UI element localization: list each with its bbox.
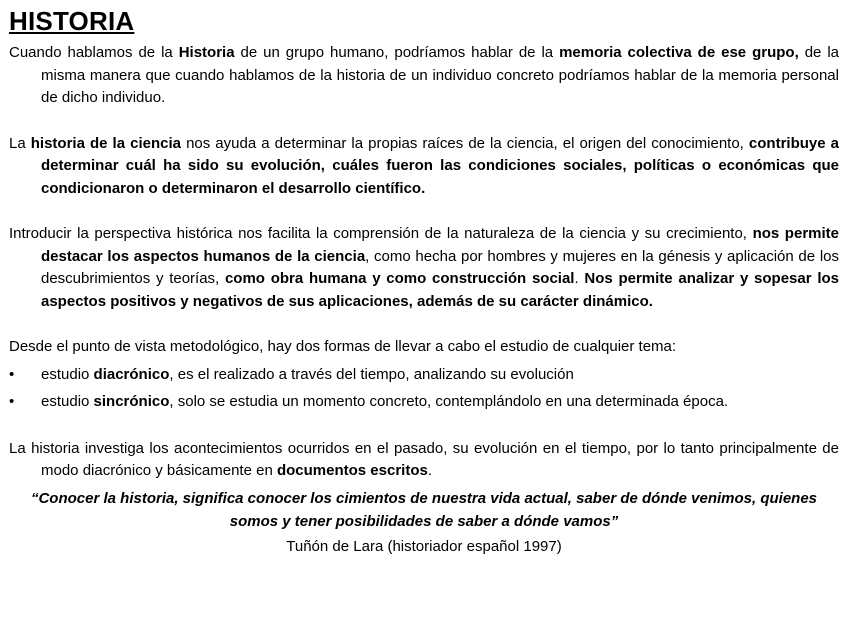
paragraph-historia-ciencia [9, 133, 839, 201]
bold-text: Nos permite analizar y sopesar los aspectos positivos y negativos de sus aplicaciones, además de su carácter dinámico. [41, 270, 839, 310]
quote: “Conocer la historia, significa conocer los cimientos de nuestra vida actual, saber de dónde venimos, quienes somos y tener posibilidades de saber a dónde vamos” [30, 489, 818, 530]
bullet-icon: • [9, 392, 15, 410]
bold-text: documentos escritos [276, 462, 428, 479]
paragraph-metodologia: Desde el punto de vista metodológico, hay dos formas de llevar a cabo el estudio de cualquier tema: [9, 338, 677, 355]
quote-author: Tuñón de Lara (historiador español 1997) [286, 537, 562, 555]
text: La [9, 134, 31, 152]
text: , solo se estudia un momento concreto, contemplándolo en una determinada época. [169, 392, 729, 410]
bold-text: nos permite destacar los aspectos humanos de la ciencia [41, 225, 839, 265]
list-item-sincronico [9, 388, 839, 415]
text: . [427, 462, 433, 479]
bullet-icon: • [9, 365, 15, 383]
page-title: HISTORIA [9, 6, 135, 36]
paragraph-perspectiva [9, 223, 839, 313]
text: Introducir la perspectiva histórica nos facilita la comprensión de la naturaleza de la ciencia y su crecimiento, [9, 225, 753, 242]
text: , como hecha por hombres y mujeres en la génesis y aplicación de los descubrimientos y teorías, [41, 247, 839, 287]
bold-text: contribuye a determinar cuál ha sido su evolución, cuáles fueron las condiciones sociales, políticas o económicas que condicionaron o determinaron el desarrollo científico. [41, 134, 840, 197]
spacer [9, 200, 839, 223]
text: nos ayuda a determinar la propias raíces de la ciencia, el origen del conocimiento, [181, 134, 749, 152]
bold-text: diacrónico [93, 365, 170, 383]
text: estudio [41, 365, 94, 383]
text: de la misma manera que cuando hablamos de la historia de un individuo concreto podríamos hablar de la memoria personal de dicho individuo. [41, 44, 839, 106]
text: . [574, 270, 585, 287]
text: de un grupo humano, podríamos hablar de la [234, 44, 560, 61]
spacer [9, 110, 839, 133]
text: estudio [41, 392, 94, 410]
bold-text: sincrónico [93, 392, 170, 410]
paragraph-investiga [9, 438, 839, 483]
bold-text: como obra humana y como construcción social [224, 270, 575, 287]
bullet-list [9, 361, 839, 415]
bold-text: memoria colectiva de ese grupo, [559, 44, 799, 61]
bold-text: historia de la ciencia [30, 134, 181, 152]
text: La historia investiga los acontecimientos ocurridos en el pasado, su evolución en el tiempo, por lo tanto principalmente de modo diacrónico y básicamente en [9, 439, 839, 479]
bold-text: Historia [178, 44, 235, 61]
text: Cuando hablamos de la [9, 44, 179, 61]
spacer [9, 415, 839, 438]
text: , es el realizado a través del tiempo, analizando su evolución [169, 365, 574, 383]
list-item-diacronico [9, 361, 839, 388]
spacer [9, 313, 839, 336]
paragraph-memoria [9, 42, 839, 110]
